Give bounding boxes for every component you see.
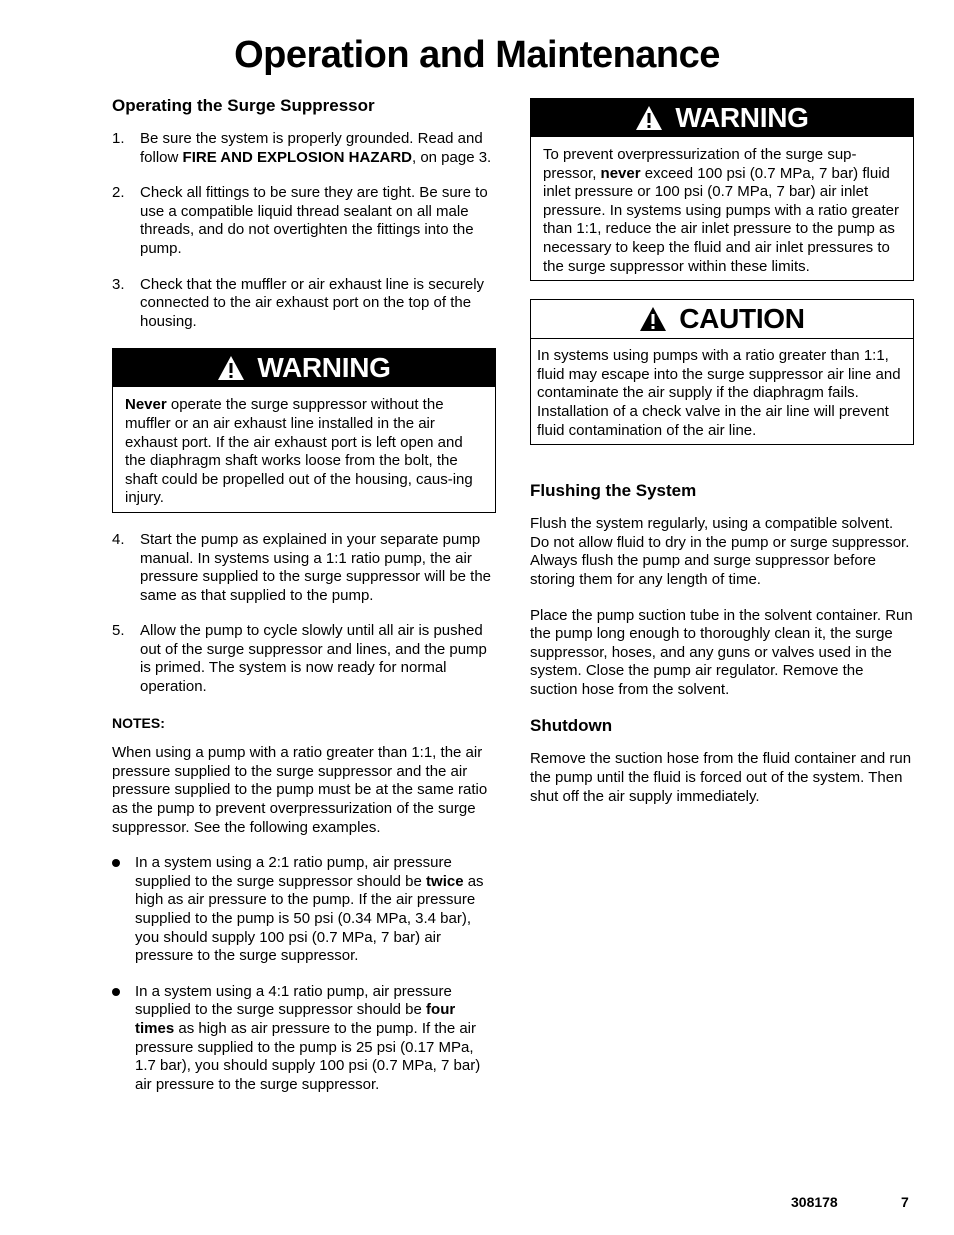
warning-triangle-icon xyxy=(635,105,663,131)
step-text: Check that the muffler or air exhaust line is securely connected to the air exhaust port on the top of the housing. xyxy=(140,275,485,330)
step-emphasis: FIRE AND EXPLOSION HAZARD xyxy=(182,148,412,166)
notes-text: When using a pump with a ratio greater than 1:1, the air pressure supplied to the surge suppressor and the air pressure supplied to the pump must be at the same ratio as the pump to prevent overpressurization of the surge suppressor. See the following examples. xyxy=(112,744,488,836)
warning-triangle-icon xyxy=(217,355,245,381)
flushing-paragraph-1: Flush the system regularly, using a compatible solvent. Do not allow fluid to dry in the pump or surge suppressor. Always flush the pump and surge suppressor before storing them for any length of time. xyxy=(530,515,910,588)
step-text: Be sure the system is properly grounded. Read and follow xyxy=(140,130,483,166)
warning-text: exceed 100 psi (0.7 MPa, 7 bar) fluid inlet pressure or 100 psi (0.7 MPa, 7 bar) air inlet pressure. In systems using pumps with a ratio greater than 1:1, reduce the air inlet pressure to the pump as necessary to keep the fluid and air inlet pressures to the surge suppressor within these limits. xyxy=(543,164,899,275)
step-number: 3. xyxy=(112,275,125,293)
section-heading-flushing: Flushing the System xyxy=(530,481,697,501)
list-item xyxy=(112,130,496,167)
warning-label: WARNING xyxy=(257,352,391,384)
page-title: Operation and Maintenance xyxy=(234,34,720,76)
section-heading-operating: Operating the Surge Suppressor xyxy=(112,96,375,115)
warning-emphasis: never xyxy=(600,164,641,182)
list-item xyxy=(112,983,496,1095)
steps-list-1 xyxy=(112,130,496,331)
notes-heading: NOTES: xyxy=(112,714,165,731)
warning-box-exhaust xyxy=(112,348,496,513)
warning-label: WARNING xyxy=(675,101,809,133)
step-number: 2. xyxy=(112,184,125,202)
document-number: 308178 xyxy=(791,1194,838,1210)
warning-box-overpressure xyxy=(530,98,914,281)
bullet-icon xyxy=(112,988,120,996)
list-item xyxy=(112,184,496,258)
warning-body xyxy=(531,137,913,280)
warning-text: To prevent overpressurization of the surge sup-pressor, xyxy=(543,146,857,182)
examples-list xyxy=(112,854,496,1094)
step-text: Start the pump as explained in your separate pump manual. In systems using a 1:1 ratio pump, the air pressure supplied to the surge suppressor will be the same as that supplied to the pump. xyxy=(140,530,492,604)
warning-header xyxy=(531,99,913,137)
step-number: 5. xyxy=(112,622,125,640)
right-column xyxy=(530,98,914,823)
list-item xyxy=(112,854,496,966)
section-heading-shutdown: Shutdown xyxy=(530,716,613,736)
step-text: , on page 3. xyxy=(411,148,492,166)
list-item xyxy=(112,531,496,605)
caution-text: In systems using pumps with a ratio greater than 1:1, fluid may escape into the surge suppressor air line and contaminate the air supply if the diaphragm fails. Installation of a check valve in the air line will prevent fluid contamination of the air line. xyxy=(537,347,901,439)
step-text: Allow the pump to cycle slowly until all air is pushed out of the surge suppressor and lines, and the pump is primed. The system is now ready for normal operation. xyxy=(140,622,487,696)
list-item xyxy=(112,622,496,696)
caution-box xyxy=(530,299,914,445)
shutdown-paragraph: Remove the suction hose from the fluid container and run the pump until the fluid is forced out of the system. Then shut off the air supply immediately. xyxy=(530,750,912,805)
bullet-text: In a system using a 4:1 ratio pump, air pressure supplied to the surge suppressor should be xyxy=(135,982,452,1019)
list-item xyxy=(112,276,496,332)
caution-triangle-icon xyxy=(639,306,667,332)
bullet-text: as high as air pressure to the pump. If the air pressure supplied to the pump is 50 psi (0.34 MPa, 3.4 bar), you should supply 100 psi (0.7 MPa, 7 bar) air pressure to the surge suppressor. xyxy=(135,872,484,965)
caution-label: CAUTION xyxy=(679,302,805,334)
caution-body xyxy=(531,339,913,444)
bullet-icon xyxy=(112,859,120,867)
bullet-emphasis: twice xyxy=(426,872,464,890)
bullet-text: In a system using a 2:1 ratio pump, air pressure supplied to the surge suppressor should be xyxy=(135,854,452,890)
warning-emphasis: Never xyxy=(125,396,167,414)
step-text: Check all fittings to be sure they are tight. Be sure to use a compatible liquid thread sealant on all male threads, and do not overtighten the fittings into the pump. xyxy=(140,184,488,257)
caution-header xyxy=(531,300,913,339)
warning-text: operate the surge suppressor without the muffler or an air exhaust line installed in the air exhaust port. If the air exhaust port is left open and the diaphragm shaft works loose from the bolt, the shaft could be propelled out of the housing, caus-ing injury. xyxy=(125,396,473,507)
bullet-emphasis: four times xyxy=(135,1001,456,1037)
warning-header xyxy=(113,349,495,387)
flushing-paragraph-2: Place the pump suction tube in the solvent container. Run the pump long enough to thoroughly clean it, the surge suppressor, hoses, and any guns or valves used in the system. Close the pump air regulator. Remove the suction hose from the solvent. xyxy=(530,606,913,698)
step-number: 4. xyxy=(112,530,125,548)
page-number: 7 xyxy=(901,1194,909,1210)
bullet-text: as high as air pressure to the pump. If the air pressure supplied to the pump is 25 psi (0.17 MPa, 1.7 bar), you should supply 100 psi (0.7 MPa, 7 bar) air pressure to the surge suppressor. xyxy=(135,1019,481,1093)
steps-list-2 xyxy=(112,531,496,697)
left-column xyxy=(112,96,496,1111)
warning-body xyxy=(113,387,495,512)
step-number: 1. xyxy=(112,130,125,147)
